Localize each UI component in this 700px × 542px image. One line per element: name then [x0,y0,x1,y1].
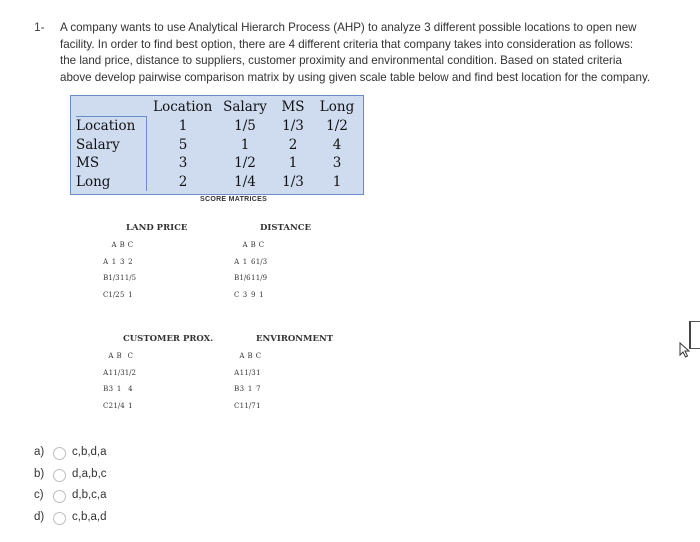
column-header: B [116,352,122,361]
matrix-cell: 1/3 [108,274,120,283]
matrix-corner-cell [76,97,147,117]
matrix-cell: 1 [256,401,261,410]
matrix-cell: 1/4 [234,173,256,190]
matrix-cell: 1 [256,368,261,377]
matrix-cell: 1/3 [282,173,304,190]
radio-button[interactable] [53,447,66,460]
row-header: A [234,257,240,266]
row-header: B [103,274,109,283]
column-header: B [119,241,125,250]
matrix-cell: 1 [240,136,250,153]
column-header: B [247,352,253,361]
row-header: A [103,368,109,377]
matrix-cell: 1/9 [255,274,268,283]
option-text[interactable]: d,a,b,c [72,467,107,480]
matrix-cell: 1 [242,257,248,266]
question-line: the land price, distance to suppliers, customer proximity and environmental condition. Based on stated criteria [60,54,622,67]
matrix-cell: 1 [239,368,245,377]
matrix-cell: 5 [147,136,220,155]
row-header: C [234,401,240,410]
radio-button[interactable] [53,469,66,482]
row-header: B [234,274,240,283]
row-header: A [103,257,109,266]
matrix-cell: 1/4 [113,401,125,410]
matrix-cell: 1/3 [113,368,125,377]
question-line: facility. In order to find best option, there are 4 different criteria that company takes into consideration as follows: [60,37,634,51]
column-header: A [111,241,117,250]
matrix-cell: 3 [119,257,125,266]
matrix-cell: 1/5 [124,274,137,283]
option-text[interactable]: c,b,a,d [72,510,107,523]
matrix-cell: 1 [332,173,342,190]
matrix-title: ENVIRONMENT [256,334,334,344]
matrix-cell: 1/2 [326,117,348,134]
matrix-cell: 6 [250,257,256,266]
matrix-cell: 7 [256,385,261,394]
question-text [60,20,652,86]
column-header: C [127,352,133,361]
question-line: A company wants to use Analytical Hierarch Process (AHP) to analyze 3 different possible locations to open new [60,21,637,34]
row-header: B [103,385,109,394]
matrix-cell: 3 [242,290,248,299]
column-header: MS [281,98,305,115]
matrix-cell: 1 [119,274,125,283]
question-line: above develop pairwise comparison matrix by using given scale table below and find best location for the company. [60,70,651,84]
matrix-cell: 9 [250,290,256,299]
matrix-cell: 4 [332,136,342,153]
option-letter: c) [34,489,44,501]
column-header: C [258,241,265,250]
column-header: Long [319,98,355,115]
matrix-row [76,117,359,136]
matrix-cell: 1 [128,401,133,410]
column-header: Location [153,98,213,115]
row-header: C [234,290,240,299]
matrix-cell: 1/7 [244,401,256,410]
column-header: Salary [223,98,267,115]
matrix-row [76,154,359,173]
row-header: MS [76,155,100,171]
matrix-cell: 1 [108,368,114,377]
matrix-cell: 1/2 [234,155,256,171]
matrix-cell: 1/2 [124,368,136,377]
score-matrices-title: SCORE MATRICES [200,196,268,203]
matrix-row [76,173,359,192]
radio-button[interactable] [53,490,66,503]
option-letter: a) [34,446,45,458]
column-header: A [108,352,114,361]
matrix-title: CUSTOMER PROX. [123,334,214,344]
matrix-cell: 1 [128,290,133,299]
matrix-title: LAND PRICE [126,223,188,233]
row-header: Long [76,173,111,190]
matrix-cell: 1 [116,385,122,394]
matrix-cell: 1 [239,401,245,410]
matrix-cell: 1 [247,385,253,394]
matrix-cell: 1 [288,155,298,171]
row-header: C [103,290,109,299]
row-header: Salary [76,136,120,153]
row-header: C [103,401,109,410]
matrix-row [76,136,359,155]
matrix-cell: 4 [128,385,133,394]
matrix-cell: 2 [288,136,298,153]
matrix-cell: 3 [332,155,342,171]
option-letter: b) [34,467,45,480]
matrix-cell: 1 [111,257,117,266]
option-letter: d) [34,510,45,523]
column-header: A [242,241,248,250]
matrix-cell: 2 [128,257,133,266]
row-header: Location [76,118,136,134]
matrix-cell: 3 [108,385,114,394]
matrix-cell: 1/3 [255,257,268,266]
scroll-edge-handle[interactable] [689,321,700,349]
matrix-cell: 5 [119,290,125,299]
option-text[interactable]: c,b,d,a [72,446,107,458]
question-number: 1- [34,20,45,34]
option-text[interactable]: d,b,c,a [72,489,107,501]
row-header: B [234,385,240,394]
radio-button[interactable] [53,512,66,525]
matrix-cell: 2 [147,173,220,192]
matrix-cell: 1/6 [239,274,251,283]
matrix-cell: 1 [250,274,256,283]
column-header: A [239,352,245,361]
column-header: C [127,241,134,250]
matrix-title: DISTANCE [260,223,311,233]
row-header: A [234,368,240,377]
matrix-cell: 1/5 [234,117,256,134]
matrix-cell: 1 [147,117,220,136]
matrix-cell: 1/3 [244,368,256,377]
matrix-cell: 1 [259,290,264,299]
matrix-cell: 2 [108,401,114,410]
matrix-cell: 3 [147,154,220,173]
column-header: C [255,352,262,361]
ahp-pairwise-matrix [76,97,359,191]
column-header: B [250,241,256,250]
matrix-cell: 3 [239,385,245,394]
matrix-cell: 1/2 [108,290,120,299]
matrix-cell: 1/3 [282,117,304,134]
